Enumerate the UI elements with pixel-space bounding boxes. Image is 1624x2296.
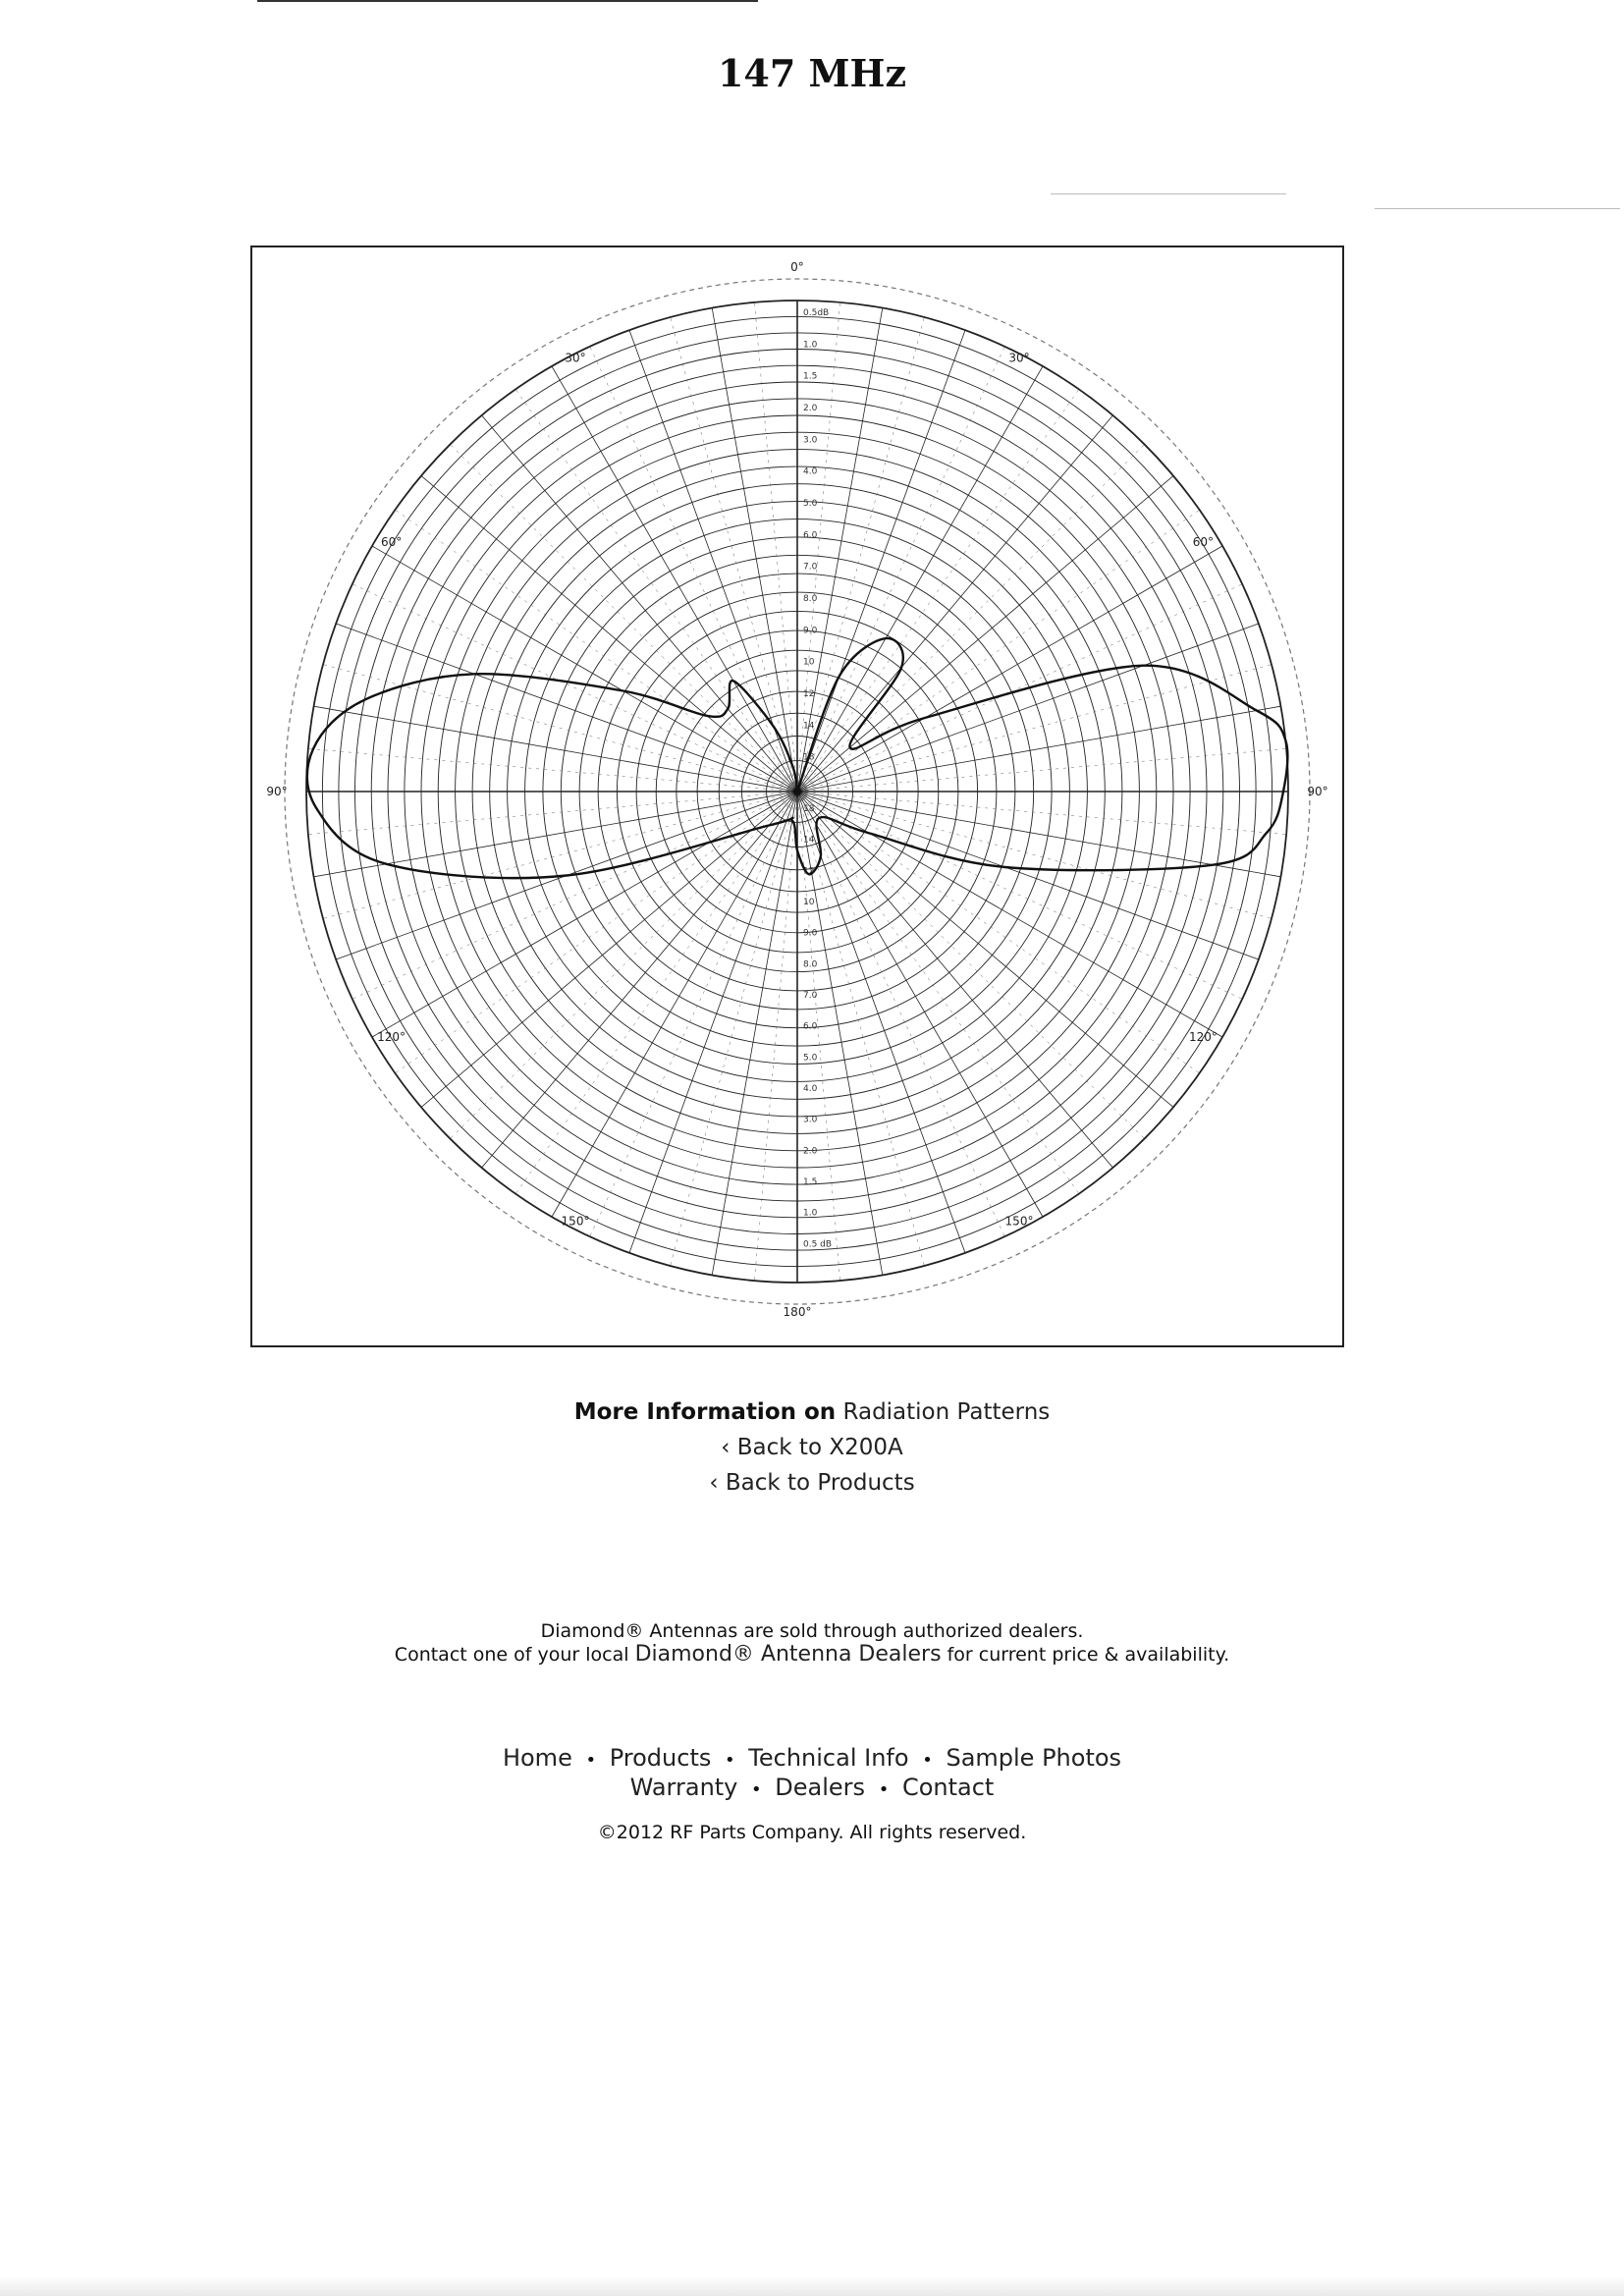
radial-scale-label: 14	[803, 721, 815, 732]
angle-label: 120°	[377, 1030, 406, 1044]
radial-scale-label: 12	[803, 689, 815, 699]
grid-spoke-minor	[797, 792, 1004, 1236]
radial-scale-label: 1.5	[803, 371, 818, 382]
radial-scale-label: 8.0	[803, 959, 818, 970]
radial-scale-label: 0.5 dB	[803, 1239, 833, 1250]
radial-scale-label: 9.0	[803, 626, 818, 636]
back-to-products-link[interactable]: ‹ Back to Products	[709, 1470, 915, 1496]
dealer-line-2-suffix: for current price & availability.	[947, 1644, 1230, 1666]
grid-spoke-minor	[671, 792, 797, 1266]
radial-scale-label: 0.5dB	[803, 308, 830, 318]
back-to-model-link[interactable]: ‹ Back to X200A	[721, 1435, 903, 1460]
scan-bottom-edge	[0, 2276, 1624, 2296]
grid-spoke-minor	[754, 792, 797, 1281]
radial-scale-label: 10	[803, 898, 815, 907]
footer-link-sample-photos[interactable]: Sample Photos	[946, 1744, 1122, 1772]
radial-scale-label: 10	[803, 657, 815, 668]
radial-scale-label: 5.0	[803, 499, 818, 509]
angle-label: 60°	[380, 535, 403, 549]
more-info-line	[0, 1394, 1624, 1430]
grid-spoke	[421, 792, 797, 1107]
radial-scale-label: 4.0	[803, 466, 818, 477]
grid-spoke-minor	[671, 317, 797, 792]
radial-scale-label: 1.0	[803, 1208, 818, 1219]
grid-spoke-minor	[352, 792, 797, 999]
angle-label: 90°	[1307, 785, 1328, 798]
polar-plot	[252, 247, 1342, 1345]
info-links	[0, 1394, 1624, 1501]
grid-spoke	[797, 415, 1112, 792]
radiation-pattern-chart	[250, 246, 1344, 1347]
page-title: 147 MHz	[717, 51, 907, 95]
angle-label: 120°	[1188, 1030, 1218, 1044]
grid-spoke-minor	[797, 347, 1004, 792]
footer-link-products[interactable]: Products	[609, 1744, 712, 1772]
radial-scale-label: 6.0	[803, 530, 818, 541]
footer-link-technical-info[interactable]: Technical Info	[748, 1744, 909, 1772]
dealer-line-2	[0, 1642, 1624, 1667]
grid-spoke-minor	[797, 665, 1272, 792]
footer-link-contact[interactable]: Contact	[901, 1774, 995, 1801]
footer-nav-row-2	[0, 1773, 1624, 1802]
footer-link-dealers[interactable]: Dealers	[775, 1774, 866, 1801]
more-info-label: More Information on	[573, 1399, 837, 1425]
grid-spoke-minor	[754, 302, 797, 792]
radial-scale-label: 8.0	[803, 594, 818, 604]
radial-scale-label: 18	[803, 752, 815, 763]
scan-streak	[1375, 208, 1620, 209]
footer-separator: •	[751, 1779, 762, 1800]
radial-scale-label: 3.0	[803, 1115, 818, 1125]
grid-spoke	[482, 792, 797, 1168]
grid-spoke-minor	[323, 665, 797, 792]
grid-spoke-minor	[308, 792, 797, 835]
radial-scale-label: 14	[803, 835, 815, 846]
copyright: ©2012 RF Parts Company. All rights reserved.	[597, 1822, 1027, 1843]
angle-label: 150°	[561, 1214, 590, 1229]
footer-separator: •	[922, 1750, 933, 1771]
radial-scale-label: 12	[803, 866, 815, 877]
antenna-dealers-link[interactable]: Diamond® Antenna Dealers	[634, 1642, 942, 1667]
radial-scale-label: 18	[803, 804, 815, 814]
radial-scale-label: 9.0	[803, 928, 818, 939]
radial-scale-label: 3.0	[803, 435, 818, 446]
grid-spoke-minor	[323, 792, 797, 918]
grid-spoke	[421, 476, 797, 792]
radial-scale-label: 1.5	[803, 1177, 818, 1187]
center-point	[793, 788, 801, 795]
grid-spoke-minor	[797, 317, 924, 792]
angle-label: 90°	[266, 785, 288, 798]
footer-link-warranty[interactable]: Warranty	[629, 1774, 738, 1801]
grid-spoke	[797, 476, 1173, 792]
grid-spoke-minor	[797, 584, 1242, 792]
footer-separator: •	[725, 1750, 735, 1771]
angle-label: 60°	[1192, 535, 1215, 549]
angle-label: 180°	[783, 1305, 812, 1319]
radial-scale-label: 5.0	[803, 1053, 818, 1064]
grid-spoke	[482, 415, 797, 792]
footer-nav-row-1	[0, 1743, 1624, 1773]
dealer-notice	[0, 1620, 1624, 1667]
radiation-patterns-link[interactable]: Radiation Patterns	[842, 1399, 1051, 1425]
dealer-line-2-prefix: Contact one of your local	[394, 1644, 629, 1666]
grid-spoke-minor	[797, 792, 1286, 835]
footer-separator: •	[878, 1779, 890, 1800]
radial-scale-label: 6.0	[803, 1021, 818, 1032]
radial-scale-label: 7.0	[803, 562, 818, 573]
dealer-line-1: Diamond® Antennas are sold through authorized dealers.	[540, 1620, 1084, 1642]
footer-separator: •	[585, 1750, 597, 1771]
angle-label: 30°	[1008, 351, 1030, 365]
footer-nav	[0, 1743, 1624, 1802]
radial-scale-label: 2.0	[803, 404, 818, 413]
scan-streak	[1051, 193, 1286, 194]
radial-scale-label: 2.0	[803, 1146, 818, 1157]
grid-spoke-minor	[797, 792, 1272, 918]
top-scan-rule	[257, 0, 758, 2]
radial-scale-label: 1.0	[803, 340, 818, 351]
grid-spoke-minor	[308, 748, 797, 792]
grid-spoke-minor	[797, 792, 1242, 999]
grid-spoke-minor	[797, 748, 1286, 792]
angle-label: 30°	[565, 351, 586, 365]
radial-scale-label: 7.0	[803, 991, 818, 1001]
grid-spoke-minor	[590, 792, 797, 1236]
grid-spoke	[797, 792, 1173, 1107]
angle-label: 150°	[1004, 1214, 1034, 1229]
angle-label: 0°	[790, 260, 804, 274]
radial-scale-label: 4.0	[803, 1084, 818, 1094]
grid-spoke-minor	[590, 347, 797, 792]
footer-link-home[interactable]: Home	[502, 1744, 572, 1772]
grid-spoke	[797, 792, 1112, 1168]
